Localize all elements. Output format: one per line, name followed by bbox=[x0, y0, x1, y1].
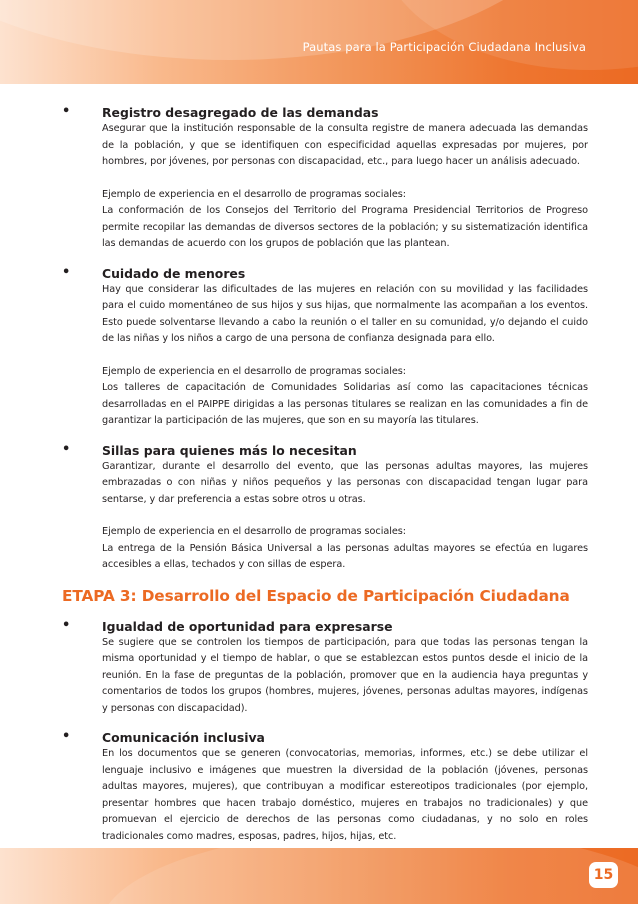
bullet-icon: • bbox=[62, 729, 71, 744]
page-number: 15 bbox=[589, 862, 618, 888]
section-title: Comunicación inclusiva bbox=[102, 730, 265, 745]
section-igualdad bbox=[62, 617, 588, 718]
bullet-icon: • bbox=[62, 104, 71, 119]
section-registro bbox=[62, 104, 588, 253]
paragraph: Se sugiere que se controlen los tiempos de participación, para que todas las personas tengan la misma oportunidad y el tiempo de hablar, o que se establezcan estos puntos desde el inicio de la reunión. En la fase de preguntas de la población, promover que en la audiencia haya preguntas y comentarios de todos los grupos (hombres, mujeres, jóvenes, personas adultas mayores, indígenas y personas con discapacidad). bbox=[102, 636, 588, 714]
section-title: Sillas para quienes más lo necesitan bbox=[102, 442, 357, 458]
paragraph: Hay que considerar las dificultades de las mujeres en relación con su movilidad y las facilidades para el cuido momentáneo de sus hijos y sus hijas, que normalmente las acompañan a los eventos. Esto puede solventarse llevando a cabo la reunión o el taller en su comunidad, y/o dejando el cuido de las niñas y los niños a cargo de una persona de confianza designada para ello. bbox=[102, 283, 588, 344]
section-cuidado bbox=[62, 264, 588, 430]
stage-heading: ETAPA 3: Desarrollo del Espacio de Participación Ciudadana bbox=[62, 586, 570, 605]
example-text: La entrega de la Pensión Básica Universal a las personas adultas mayores se efectúa en lugares accesibles a ellas, techados y con sillas de espera. bbox=[102, 542, 588, 570]
example-heading: Ejemplo de experiencia en el desarrollo de programas sociales: bbox=[102, 526, 406, 537]
example-text: La conformación de los Consejos del Territorio del Programa Presidencial Territorios de Progreso permite recopilar las demandas de diversos sectores de la población; y su sistematización identifica las demandas de acuerdo con los grupos de población que las plantean. bbox=[102, 205, 588, 249]
bullet-icon: • bbox=[62, 441, 71, 457]
paragraph: Garantizar, durante el desarrollo del evento, que las personas adultas mayores, las mujeres embrazadas o con niñas y niños pequeños y las personas con discapacidad tengan lugar para sentarse, y dar preferencia a estas sobre otros u otras. bbox=[102, 460, 588, 505]
bullet-icon: • bbox=[62, 264, 71, 280]
section-comunicacion bbox=[62, 729, 588, 845]
example-heading: Ejemplo de experiencia en el desarrollo de programas sociales: bbox=[102, 188, 406, 200]
footer-band bbox=[0, 848, 638, 904]
paragraph: En los documentos que se generen (convocatorias, memorias, informes, etc.) se debe utilizar el lenguaje inclusivo e imágenes que muestren la diversidad de la población (jóvenes, personas adultas mayores, mujeres), que contribuyan a modificar estereotipos tradicionales (por ejemplo, presentar hombres que hacen trabajo doméstico, mujeres en trabajos no tradicionales) y que promuevan el ejercicio de derechos de las personas como ciudadanas, y no solo en roles tradicionales como madres, esposas, padres, hijos, hijas, etc. bbox=[102, 748, 588, 842]
section-title: Cuidado de menores bbox=[102, 265, 246, 281]
section-sillas bbox=[62, 441, 588, 574]
section-title: Registro desagregado de las demandas bbox=[102, 105, 379, 120]
page-content bbox=[62, 104, 588, 857]
running-header-title: Pautas para la Participación Ciudadana Inclusiva bbox=[302, 40, 586, 54]
section-title: Igualdad de oportunidad para expresarse bbox=[102, 618, 393, 634]
header-band bbox=[0, 0, 638, 84]
bullet-icon: • bbox=[62, 617, 71, 633]
example-text: Los talleres de capacitación de Comunidades Solidarias así como las capacitaciones técnicas desarrolladas en el PAIPPE dirigidas a las personas titulares se realizan en las comunidades a fin de garantizar la participación de las mujeres, que son en su mayoría las titulares. bbox=[102, 382, 588, 426]
paragraph: Asegurar que la institución responsable de la consulta registre de manera adecuada las demandas de la población, y que se identifiquen con especificidad aquellas expresadas por mujeres, por hombres, por jóvenes, por personas con discapacidad, etc., para luego hacer un análisis adecuado. bbox=[102, 123, 588, 167]
example-heading: Ejemplo de experiencia en el desarrollo de programas sociales: bbox=[102, 365, 406, 377]
